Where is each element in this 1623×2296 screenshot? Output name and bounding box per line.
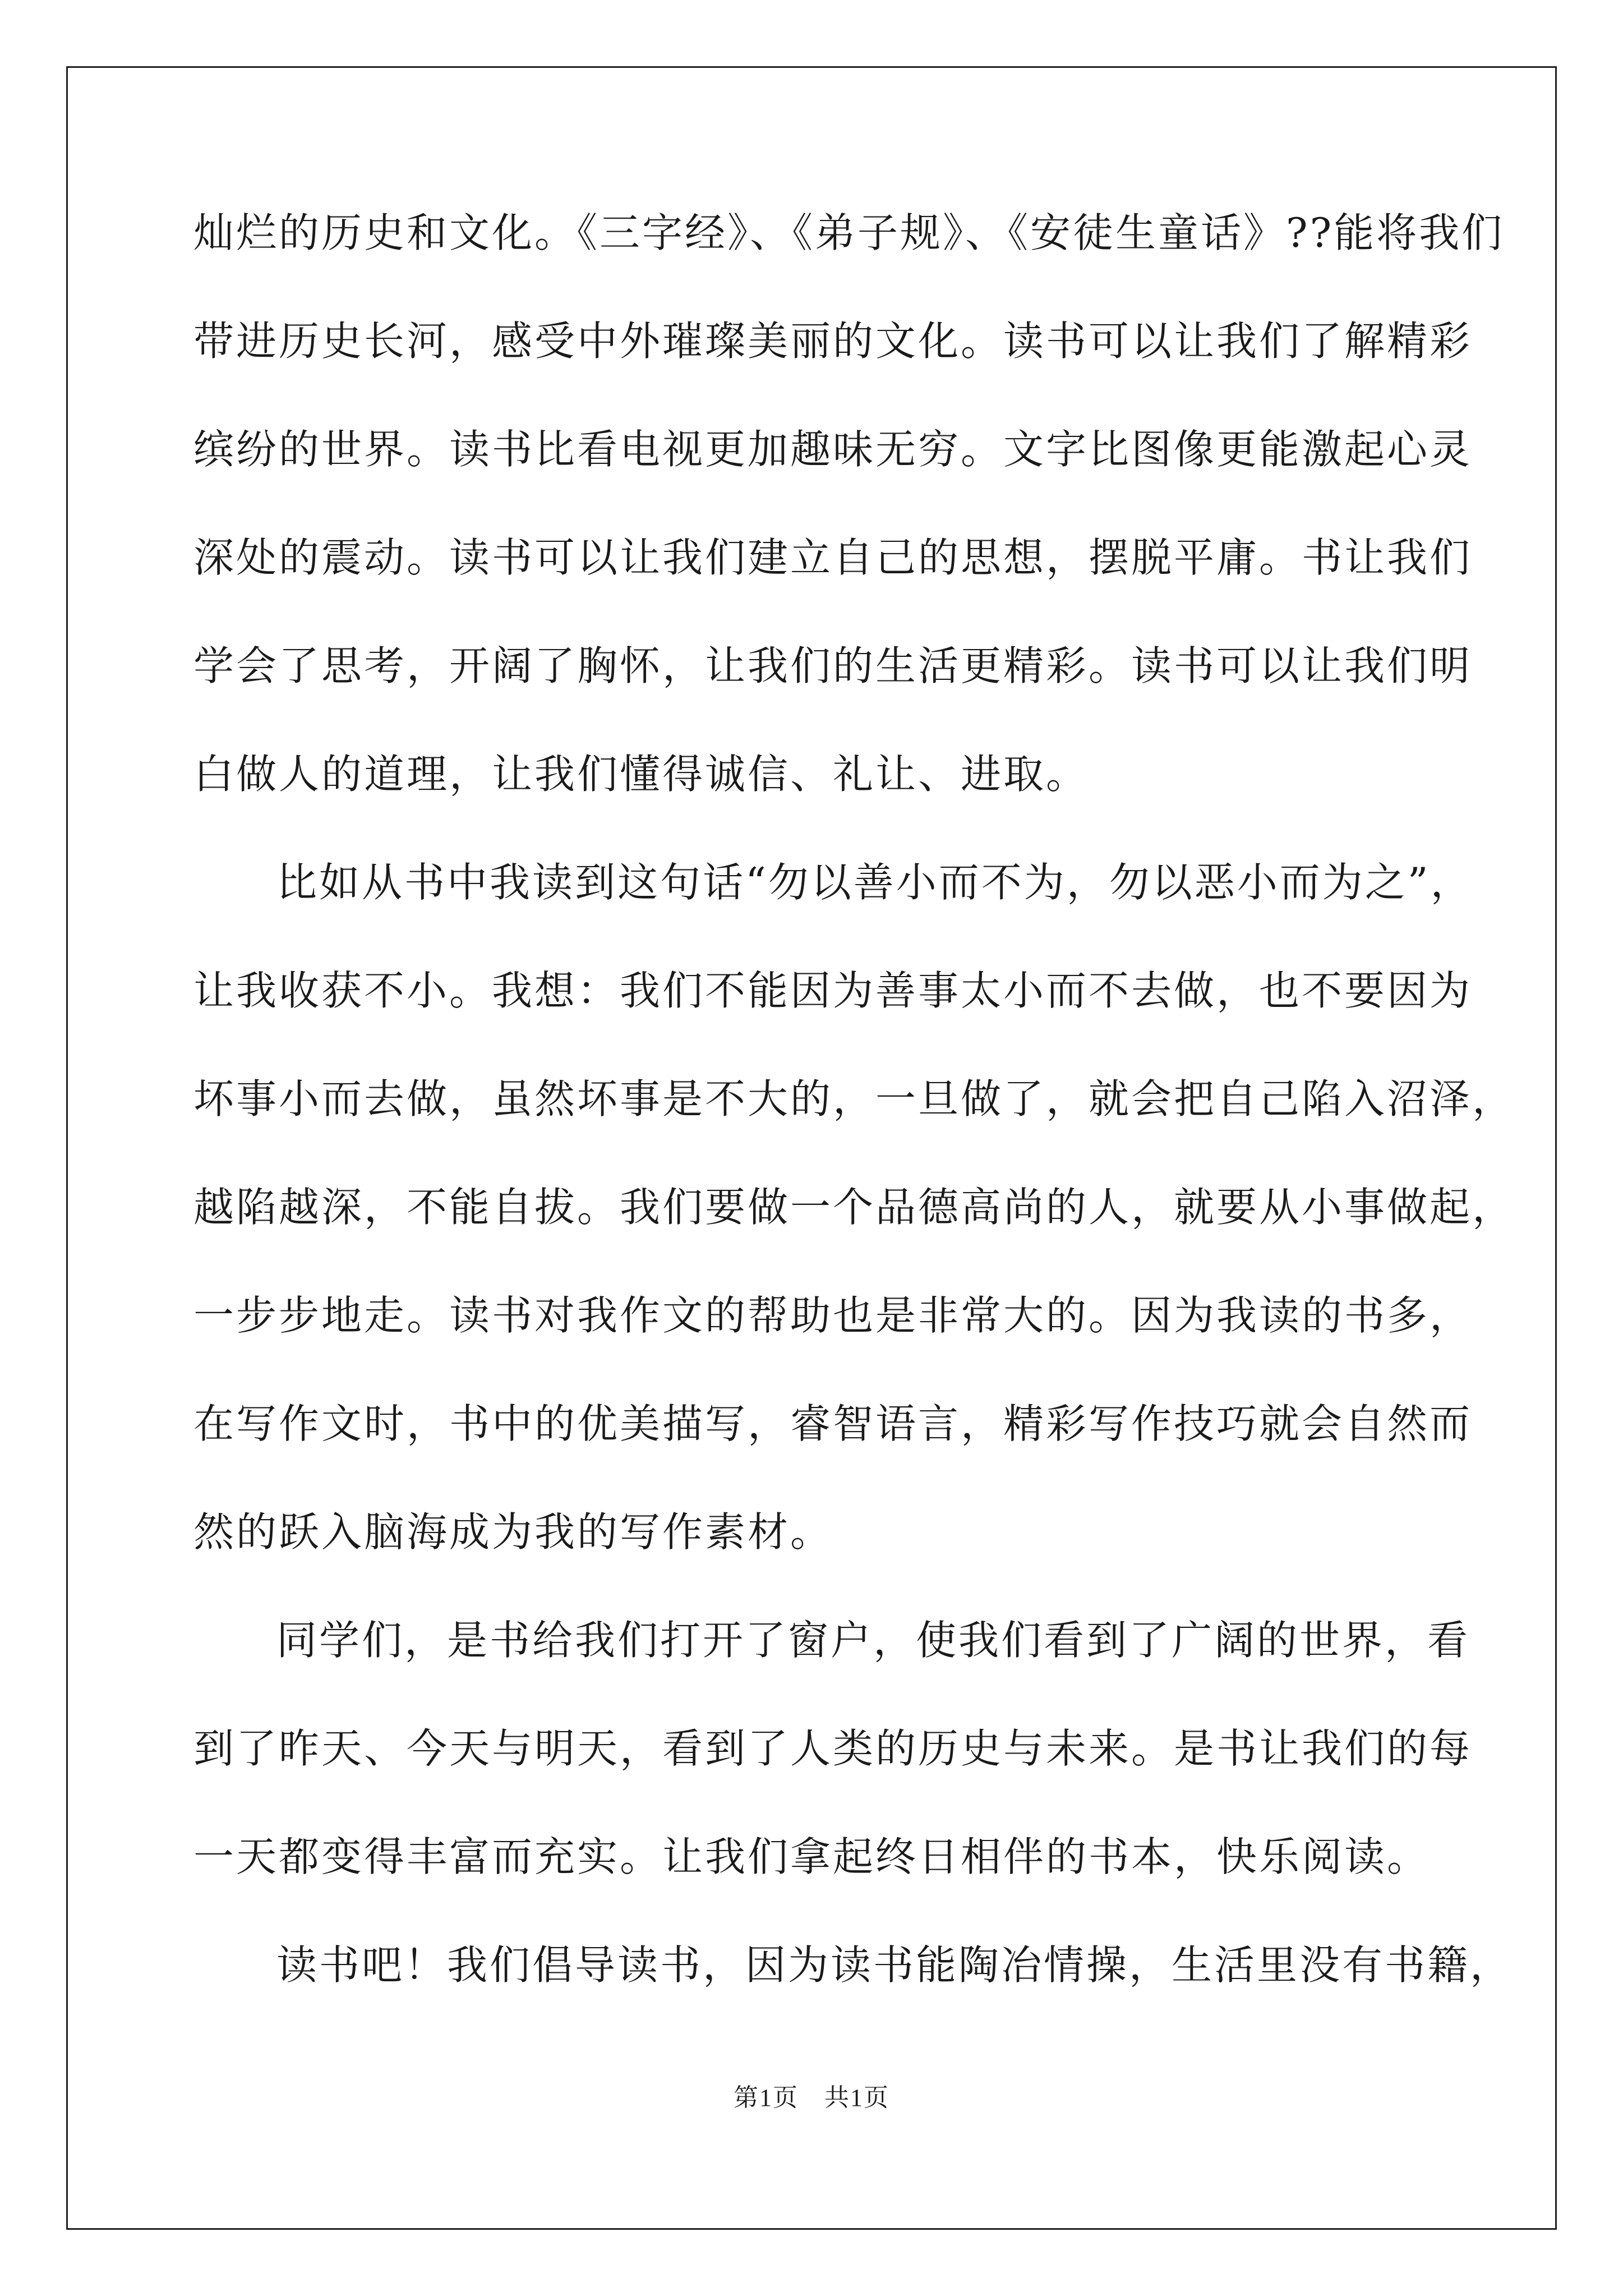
paragraph-start-line: 同学们，是书给我们打开了窗户，使我们看到了广阔的世界，看 [276,1617,1470,1664]
text-line: 越陷越深，不能自拔。我们要做一个品德高尚的人，就要从小事做起， [193,1184,1515,1231]
paragraph-start-line: 读书吧！我们倡导读书，因为读书能陶冶情操，生活里没有书籍， [276,1941,1513,1989]
page-number-footer: 第1页 共1页 [734,2084,889,2111]
text-line: 学会了思考，开阔了胸怀，让我们的生活更精彩。读书可以让我们明 [193,642,1473,689]
text-line: 坏事小而去做，虽然坏事是不大的，一旦做了，就会把自己陷入沼泽， [193,1075,1515,1122]
text-line: 白做人的道理，让我们懂得诚信、礼让、进取。 [193,751,1089,798]
text-line: 在写作文时，书中的优美描写，睿智语言，精彩写作技巧就会自然而 [193,1400,1473,1447]
document-body [193,202,1515,2042]
text-line: 深处的震动。读书可以让我们建立自己的思想，摆脱平庸。书让我们 [193,534,1473,581]
text-line: 带进历史长河，感受中外璀璨美丽的文化。读书可以让我们了解精彩 [193,318,1473,365]
text-line: 缤纷的世界。读书比看电视更加趣味无穷。文字比图像更能激起心灵 [193,426,1473,473]
text-line: 灿烂的历史和文化。《三字经》、《弟子规》、《安徒生童话》??能将我们 [193,209,1505,256]
text-line: 一步步地走。读书对我作文的帮助也是非常大的。因为我读的书多， [193,1292,1473,1339]
text-line: 一天都变得丰富而充实。让我们拿起终日相伴的书本，快乐阅读。 [193,1833,1430,1880]
text-line: 到了昨天、今天与明天，看到了人类的历史与未来。是书让我们的每 [193,1725,1473,1772]
text-line: 让我收获不小。我想：我们不能因为善事太小而不去做，也不要因为 [193,967,1473,1014]
paragraph-start-line: 比如从书中我读到这句话“勿以善小而不为，勿以恶小而为之”， [276,859,1473,906]
text-line: 然的跃入脑海成为我的写作素材。 [193,1508,833,1556]
